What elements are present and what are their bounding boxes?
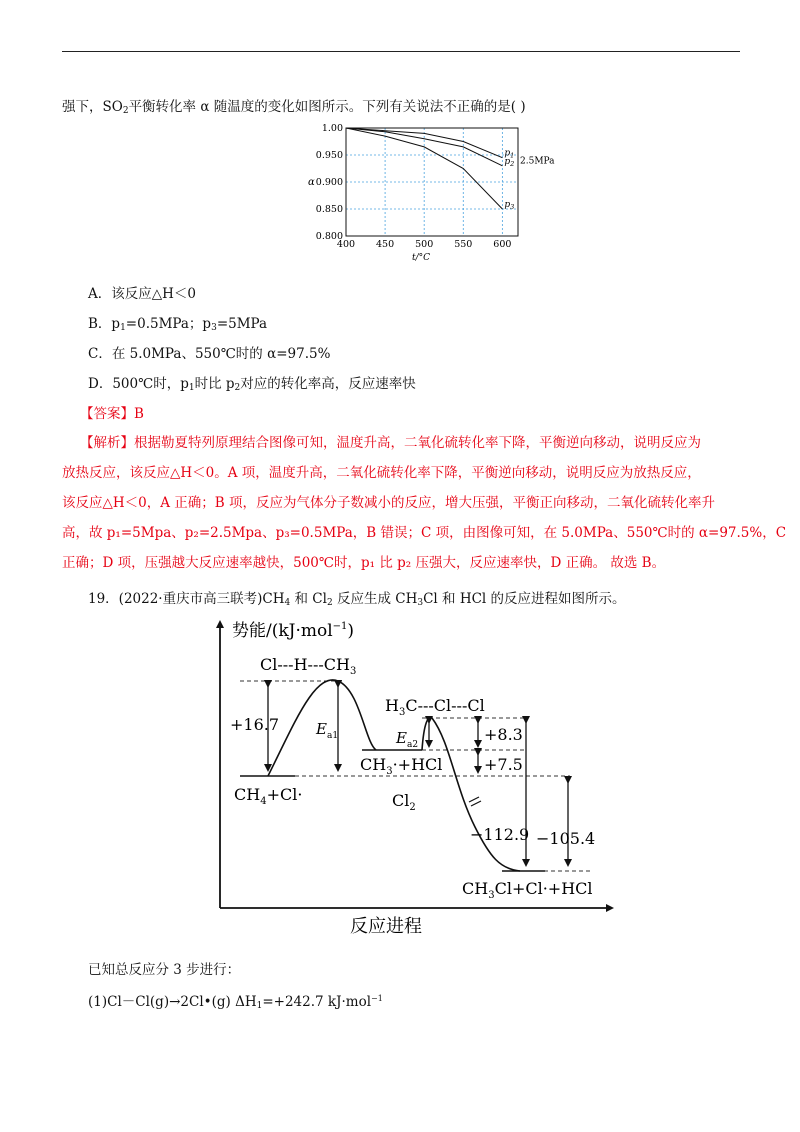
value-8-3: +8.3 bbox=[484, 725, 523, 744]
option-b: B．$p_1=0.5MPa$；$p_3=5MPa$ bbox=[88, 316, 268, 333]
x-axis-label: t/°C bbox=[412, 253, 431, 263]
x-tick-label: 550 bbox=[454, 239, 473, 250]
y-tick-label: 0.900 bbox=[315, 177, 343, 188]
value-105-4: −105.4 bbox=[536, 829, 596, 848]
ts2-label: $H_3C---Cl---Cl$ bbox=[385, 696, 485, 718]
series-label-p2: $p_2$ bbox=[504, 156, 515, 168]
ea2-label: $E_{a2}$ bbox=[396, 729, 419, 750]
series-label-p1: $p_1$ bbox=[504, 148, 515, 160]
y-axis-label: 势能/(kJ·mol$^{-1}$) bbox=[232, 621, 355, 641]
question-19-stem: 19．(2022·重庆市高三联考)$CH_4$ 和 $Cl_2$ 反应生成 $CH_3Cl$ 和 HCl 的反应进程如图所示。 bbox=[88, 591, 626, 608]
analysis-line-2: 放热反应，该反应△H＜0。A 项，温度升高，二氧化硫转化率下降，平衡逆向移动，说明反应为放热反应， bbox=[62, 465, 701, 481]
value-16-7: +16.7 bbox=[230, 715, 280, 734]
start-label: $CH_4+Cl\cdot$ bbox=[234, 785, 303, 807]
option-d: D．500℃时，$p_1$时比 $p_2$对应的转化率高，反应速率快 bbox=[88, 376, 416, 393]
analysis-line-3: 该反应△H＜0，A 正确；B 项，反应为气体分子数减小的反应，增大压强，平衡正向移动，二氧化硫转化率升 bbox=[62, 495, 715, 511]
ea1-label: $E_{a1}$ bbox=[316, 720, 339, 741]
intermediate-label-2: $Cl_2$ bbox=[392, 791, 416, 813]
step-1: (1)Cl－Cl(g)→2Cl•(g) $\Delta H_1=+242.7$ kJ·mol$^{-1}$ bbox=[88, 994, 383, 1011]
y-tick-label: 0.800 bbox=[315, 231, 343, 242]
option-a: A．该反应△H＜0 bbox=[88, 286, 196, 302]
value-7-5: +7.5 bbox=[484, 755, 523, 774]
question-stem: 强下，$SO_2$平衡转化率 α 随温度的变化如图所示。下列有关说法不正确的是( ) bbox=[62, 99, 526, 116]
y-tick-label: 1.00 bbox=[321, 123, 343, 134]
x-axis-label: 反应进程 bbox=[350, 916, 422, 937]
analysis-line-4: 高，故 p₁=5Mpa、p₂=2.5Mpa、p₃=0.5MPa，B 错误；C 项，由图像可知，在 5.0MPa、550℃时的 α=97.5%，C bbox=[62, 525, 787, 541]
chart-grid bbox=[346, 128, 518, 236]
conversion-chart bbox=[300, 120, 555, 268]
answer-label: 【答案】B bbox=[80, 406, 144, 422]
chart-annotation: 2.5MPa bbox=[520, 156, 555, 167]
ts1-label: $Cl---H---CH_3$ bbox=[260, 655, 357, 677]
analysis-line-1: 【解析】根据勒夏特列原理结合图像可知，温度升高，二氧化硫转化率下降，平衡逆向移动，说明反应为 bbox=[80, 435, 701, 451]
end-label: $CH_3Cl+Cl\cdot+HCl$ bbox=[462, 879, 593, 901]
analysis-line-5: 正确；D 项，压强越大反应速率越快，500℃时，p₁ 比 p₂ 压强大，反应速率快，D 正确。 故选 B。 bbox=[62, 555, 666, 571]
x-tick-label: 450 bbox=[376, 239, 395, 250]
energy-diagram bbox=[200, 612, 630, 944]
option-c: C．在 5.0MPa、550℃时的 α=97.5% bbox=[88, 346, 331, 362]
intermediate-label: $CH_3\cdot+HCl$ bbox=[360, 755, 443, 777]
x-tick-label: 600 bbox=[493, 239, 512, 250]
x-tick-label: 400 bbox=[336, 239, 356, 250]
value-112-9: −112.9 bbox=[470, 825, 530, 844]
y-tick-label: 0.950 bbox=[315, 150, 343, 161]
header-rule bbox=[62, 51, 740, 52]
x-tick-label: 500 bbox=[415, 239, 434, 250]
y-tick-label: 0.850 bbox=[315, 204, 343, 215]
y-axis-label: α bbox=[308, 177, 315, 188]
series-label-p3: $p_3$ bbox=[504, 200, 515, 211]
known-text: 已知总反应分 3 步进行： bbox=[88, 962, 241, 978]
